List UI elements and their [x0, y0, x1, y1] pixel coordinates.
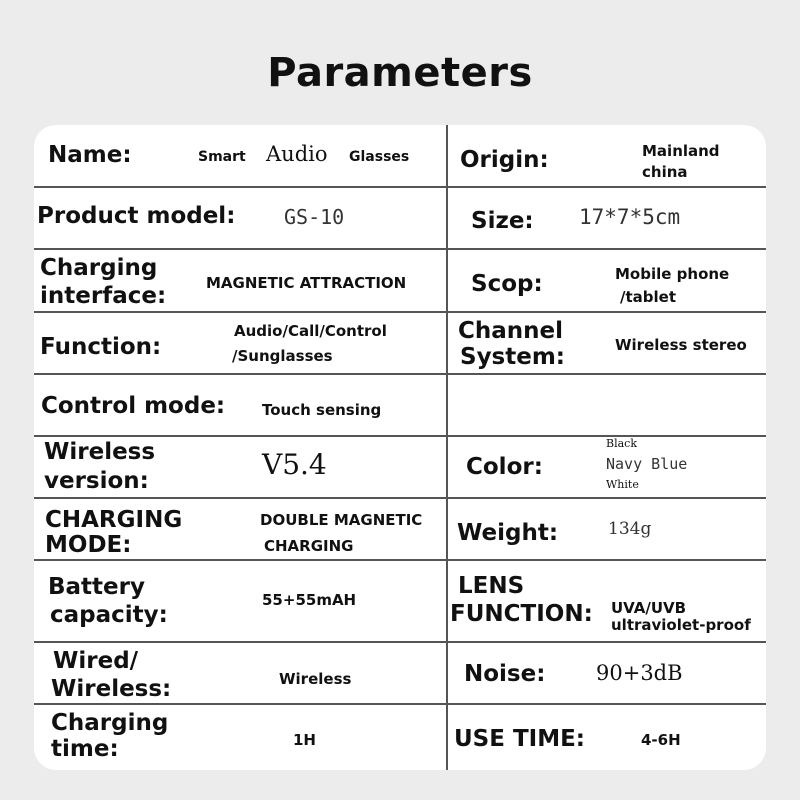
row-divider [34, 248, 766, 250]
battery-capacity-value: 55+55mAH [262, 591, 357, 609]
row-divider [34, 435, 766, 437]
weight-value: 134g [608, 519, 652, 539]
charging-time-label-2: time: [51, 736, 119, 762]
lens-function-value-2: ultraviolet-proof [611, 616, 751, 634]
wireless-version-label-1: Wireless [44, 439, 156, 465]
row-divider [34, 559, 766, 561]
weight-label: Weight: [457, 520, 559, 546]
row-divider [34, 497, 766, 499]
page-title: Parameters [267, 50, 533, 96]
charging-interface-label-2: interface: [40, 283, 167, 309]
wireless-version-label-2: version: [44, 468, 149, 494]
scop-value-2: /tablet [620, 288, 676, 306]
color-value-white: White [606, 478, 639, 491]
size-value: 17*7*5cm [579, 205, 681, 229]
lens-function-value-1: UVA/UVB [611, 599, 687, 617]
color-value-black: Black [606, 437, 637, 450]
charging-interface-label-1: Charging [40, 255, 158, 281]
function-value-1: Audio/Call/Control [234, 322, 387, 340]
parameters-table [34, 125, 766, 770]
scop-label: Scop: [471, 271, 543, 297]
charging-time-label-1: Charging [51, 710, 169, 736]
wired-wireless-label-1: Wired/ [53, 648, 139, 674]
channel-system-label-2: System: [460, 344, 566, 370]
control-mode-label: Control mode: [41, 393, 226, 419]
column-divider [446, 125, 448, 770]
product-model-label: Product model: [37, 203, 236, 229]
battery-capacity-label-1: Battery [48, 574, 145, 600]
battery-capacity-label-2: capacity: [50, 602, 168, 628]
charging-mode-label-2: MODE: [45, 532, 132, 558]
name-value-2: Audio [266, 142, 328, 166]
wired-wireless-value: Wireless [279, 670, 352, 688]
row-divider [34, 311, 766, 313]
row-divider [34, 703, 766, 705]
control-mode-value: Touch sensing [262, 401, 382, 419]
charging-time-value: 1H [293, 731, 316, 749]
product-model-value: GS-10 [284, 205, 345, 229]
name-label: Name: [48, 142, 132, 168]
color-value-navy-blue: Navy Blue [606, 455, 688, 473]
size-label: Size: [471, 208, 534, 234]
scop-value-1: Mobile phone [615, 265, 730, 283]
row-divider [34, 186, 766, 188]
use-time-label: USE TIME: [454, 726, 586, 752]
wireless-version-value: V5.4 [262, 448, 327, 481]
color-label: Color: [466, 454, 543, 480]
charging-mode-value-2: CHARGING [264, 537, 354, 555]
row-divider [34, 641, 766, 643]
origin-value-1: Mainland [642, 142, 720, 160]
noise-label: Noise: [464, 661, 546, 687]
use-time-value: 4-6H [641, 731, 681, 749]
charging-mode-label-1: CHARGING [45, 507, 183, 533]
lens-function-label-2: FUNCTION: [450, 601, 593, 627]
name-value-1: Smart [198, 149, 246, 165]
charging-interface-value: MAGNETIC ATTRACTION [206, 274, 407, 292]
origin-value-2: china [642, 163, 688, 181]
row-divider [34, 373, 766, 375]
wired-wireless-label-2: Wireless: [51, 676, 172, 702]
noise-value: 90+3dB [596, 661, 683, 685]
channel-system-label-1: Channel [458, 318, 564, 344]
lens-function-label-1: LENS [458, 573, 525, 599]
function-label: Function: [40, 334, 162, 360]
origin-label: Origin: [460, 147, 549, 173]
function-value-2: /Sunglasses [232, 347, 333, 365]
charging-mode-value-1: DOUBLE MAGNETIC [260, 511, 423, 529]
channel-system-value: Wireless stereo [615, 336, 747, 354]
name-value-3: Glasses [349, 149, 410, 165]
